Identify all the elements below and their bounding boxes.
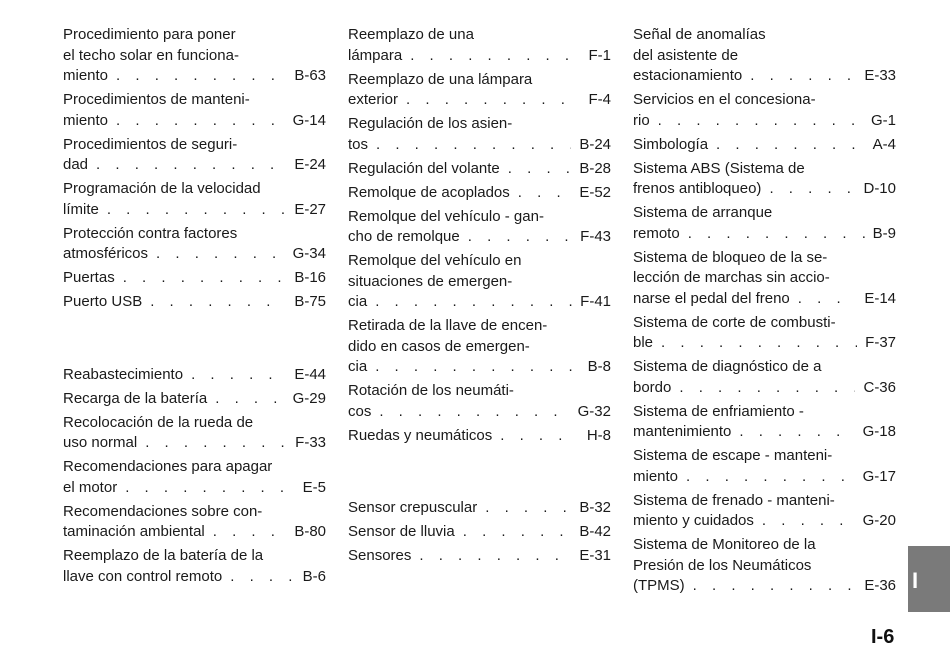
index-entry (63, 502, 326, 543)
dot-leader (116, 111, 285, 132)
dot-leader (150, 292, 286, 313)
entry-text: miento (633, 467, 679, 485)
entry-last-line (633, 378, 896, 399)
dot-leader (375, 292, 572, 313)
entry-line: Sistema ABS (Sistema de (633, 159, 805, 177)
dot-leader (798, 289, 857, 310)
entry-text: lámpara (348, 46, 403, 64)
index-column-3 (633, 25, 896, 600)
entry-line: Señal de anomalías (633, 26, 766, 43)
entry-page-ref: B-16 (294, 269, 326, 286)
entry-text: llave con control remoto (63, 567, 223, 585)
entry-line: Sistema de corte de combusti- (633, 313, 836, 331)
dot-leader (116, 66, 286, 87)
index-column-2 (348, 25, 611, 570)
entry-page-ref: C-36 (863, 378, 896, 396)
entry-last-line (348, 183, 611, 204)
dot-leader (468, 227, 572, 248)
dot-leader (518, 183, 572, 204)
entry-page-ref: E-36 (864, 577, 896, 594)
index-entry (348, 251, 611, 313)
dot-leader (688, 224, 865, 245)
entry-line: Procedimientos de manteni- (63, 91, 250, 108)
index-entry (348, 114, 611, 155)
dot-leader (375, 357, 579, 378)
entry-text: cia (348, 293, 368, 310)
index-entry (348, 426, 611, 447)
entry-text: Ruedas y neumáticos (348, 426, 493, 444)
dot-leader (215, 389, 284, 410)
index-entry (63, 292, 326, 313)
dot-leader (107, 200, 286, 221)
dot-leader (485, 498, 571, 519)
entry-page-ref: A-4 (872, 135, 896, 153)
entry-page-ref: B-42 (579, 523, 611, 540)
entry-line: Protección contra factores (63, 224, 238, 242)
dot-leader (379, 402, 569, 423)
index-entry (633, 135, 896, 156)
index-entry (348, 70, 611, 111)
entry-text: límite (63, 200, 99, 218)
entry-line: Remolque del vehículo - gan- (348, 207, 544, 225)
index-entry (348, 25, 611, 66)
dot-leader (750, 66, 856, 87)
entry-text: ble (633, 334, 654, 351)
index-entry (633, 313, 896, 354)
entry-last-line (63, 292, 326, 313)
entry-last-line (63, 66, 326, 87)
dot-leader (230, 567, 294, 588)
entry-page-ref: G-14 (292, 111, 326, 129)
dot-leader (500, 426, 579, 447)
entry-page-ref: B-80 (294, 523, 326, 540)
entry-last-line (348, 498, 611, 519)
dot-leader (145, 433, 287, 454)
dot-leader (96, 155, 286, 176)
entry-text: miento (63, 111, 109, 129)
entry-page-ref: B-28 (579, 159, 611, 177)
entry-last-line (633, 111, 896, 132)
entry-line: Sistema de diagnóstico de a (633, 358, 822, 375)
entry-page-ref: E-52 (579, 183, 611, 201)
section-tab-letter: I (912, 568, 919, 593)
entry-page-ref: B-8 (587, 358, 611, 375)
entry-page-ref: G-34 (292, 245, 326, 262)
index-entry (63, 224, 326, 265)
entry-text: Reabastecimiento (63, 365, 184, 383)
entry-line: Recomendaciones sobre con- (63, 502, 263, 520)
index-entry (348, 546, 611, 567)
entry-line: Sistema de bloqueo de la se- (633, 248, 828, 266)
dot-leader (376, 135, 571, 156)
entry-page-ref: E-44 (294, 365, 326, 383)
index-entry (63, 179, 326, 220)
index-entry (63, 413, 326, 454)
entry-last-line (63, 244, 326, 265)
entry-page-ref: F-4 (588, 91, 611, 108)
dot-leader (125, 478, 294, 499)
entry-page-ref: E-24 (294, 156, 326, 173)
dot-leader (739, 422, 854, 443)
dot-leader (679, 378, 855, 399)
entry-last-line (348, 402, 611, 423)
entry-text: estacionamiento (633, 67, 743, 84)
dot-leader (658, 111, 863, 132)
entry-last-line (63, 478, 326, 499)
entry-page-ref: F-43 (580, 228, 611, 245)
entry-last-line (63, 522, 326, 543)
entry-page-ref: B-6 (302, 567, 326, 585)
entry-last-line (633, 66, 896, 87)
entry-last-line (63, 268, 326, 289)
entry-text: Sensores (348, 547, 412, 564)
index-entry (633, 25, 896, 87)
entry-text: bordo (633, 378, 672, 396)
dot-leader (156, 244, 285, 265)
entry-page-ref: D-10 (863, 180, 896, 197)
index-entry (633, 159, 896, 200)
entry-page-ref: B-75 (294, 293, 326, 310)
entry-line: Recolocación de la rueda de (63, 413, 254, 431)
index-entry (348, 183, 611, 204)
page-number: I-6 (871, 626, 895, 648)
entry-text: tos (348, 135, 369, 153)
index-entry (348, 498, 611, 519)
entry-page-ref: G-20 (862, 512, 896, 529)
entry-last-line (63, 200, 326, 221)
entry-last-line (63, 155, 326, 176)
index-entry (63, 268, 326, 289)
entry-last-line (633, 467, 896, 488)
entry-page-ref: G-32 (577, 402, 611, 420)
index-entry (348, 207, 611, 248)
dot-leader (419, 546, 571, 567)
entry-text: Sensor de lluvia (348, 523, 455, 540)
entry-line: Regulación de los asien- (348, 115, 513, 132)
entry-last-line (348, 90, 611, 111)
entry-page-ref: G-18 (862, 423, 896, 440)
entry-text: uso normal (63, 434, 138, 451)
entry-last-line (348, 135, 611, 156)
entry-page-ref: B-9 (872, 224, 896, 242)
entry-text: dad (63, 156, 89, 173)
entry-page-ref: G-17 (862, 467, 896, 485)
entry-last-line (633, 333, 896, 354)
entry-last-line (633, 576, 896, 597)
entry-text: Recarga de la batería (63, 389, 208, 407)
entry-line: situaciones de emergen- (348, 272, 513, 290)
entry-last-line (63, 389, 326, 410)
entry-line: Procedimientos de seguri- (63, 135, 238, 153)
entry-text: taminación ambiental (63, 523, 205, 540)
entry-line: Reemplazo de una lámpara (348, 70, 533, 88)
entry-text: mantenimiento (633, 423, 732, 440)
index-entry (633, 203, 896, 244)
entry-page-ref: H-8 (586, 426, 611, 444)
entry-last-line (633, 224, 896, 245)
dot-leader (191, 365, 286, 386)
index-entry (63, 365, 326, 386)
dot-leader (213, 522, 287, 543)
index-entry (633, 446, 896, 487)
entry-last-line (348, 292, 611, 313)
entry-line: del asistente de (633, 46, 739, 64)
dot-leader (762, 511, 855, 532)
entry-line: Sistema de frenado - manteni- (633, 491, 835, 509)
dot-leader (716, 135, 865, 156)
entry-last-line (348, 546, 611, 567)
index-entry (633, 357, 896, 398)
index-entry (348, 522, 611, 543)
entry-page-ref: E-33 (864, 67, 896, 84)
index-entry (63, 546, 326, 587)
entry-line: Remolque del vehículo en (348, 252, 522, 269)
entry-line: Servicios en el concesiona- (633, 91, 816, 108)
entry-page-ref: G-29 (292, 389, 326, 407)
index-entry (63, 25, 326, 87)
entry-text: Simbología (633, 135, 709, 153)
entry-text: Puerto USB (63, 293, 143, 310)
entry-page-ref: E-31 (579, 547, 611, 564)
entry-line: Programación de la velocidad (63, 180, 261, 197)
dot-leader (123, 268, 287, 289)
entry-line: Sistema de escape - manteni- (633, 447, 833, 464)
entry-line: Sistema de enfriamiento - (633, 402, 804, 420)
entry-line: Rotación de los neumáti- (348, 382, 514, 399)
index-column-1 (63, 25, 326, 591)
entry-page-ref: F-33 (295, 434, 326, 451)
entry-text: atmosféricos (63, 245, 149, 262)
entry-last-line (348, 46, 611, 67)
entry-line: Retirada de la llave de encen- (348, 317, 548, 334)
entry-text: cia (348, 358, 368, 375)
dot-leader (693, 576, 857, 597)
entry-last-line (63, 365, 326, 386)
entry-last-line (633, 135, 896, 156)
entry-page-ref: G-1 (870, 111, 896, 129)
entry-text: exterior (348, 91, 399, 108)
dot-leader (508, 159, 572, 180)
entry-text: rio (633, 111, 650, 129)
index-entry (633, 402, 896, 443)
entry-line: Reemplazo de una (348, 26, 474, 43)
entry-page-ref: B-24 (579, 135, 611, 153)
index-entry (633, 491, 896, 532)
entry-page-ref: E-27 (294, 200, 326, 218)
entry-text: miento (63, 67, 109, 84)
entry-last-line (63, 433, 326, 454)
entry-text: miento y cuidados (633, 512, 754, 529)
index-entry (348, 159, 611, 180)
entry-page-ref: E-14 (864, 289, 896, 307)
entry-page-ref: B-63 (294, 67, 326, 84)
dot-leader (406, 90, 580, 111)
entry-page-ref: F-37 (865, 334, 896, 351)
index-entry (63, 90, 326, 131)
entry-text: cos (348, 402, 372, 420)
dot-leader (661, 333, 857, 354)
entry-line: lección de marchas sin accio- (633, 269, 830, 286)
entry-last-line (633, 289, 896, 310)
entry-line: Procedimiento para poner (63, 26, 236, 43)
entry-text: frenos antibloqueo) (633, 180, 762, 197)
entry-last-line (348, 227, 611, 248)
index-entry (63, 389, 326, 410)
entry-text: Puertas (63, 269, 115, 286)
entry-last-line (348, 522, 611, 543)
dot-leader (769, 179, 855, 200)
entry-last-line (633, 511, 896, 532)
entry-last-line (63, 111, 326, 132)
entry-line: Sistema de Monitoreo de la (633, 536, 816, 553)
entry-page-ref: B-32 (579, 499, 611, 516)
entry-text: Remolque de acoplados (348, 183, 510, 201)
index-entry (348, 381, 611, 422)
entry-text: el motor (63, 478, 118, 496)
entry-page-ref: E-5 (302, 478, 326, 496)
index-entry (348, 316, 611, 378)
index-entry (633, 535, 896, 597)
entry-text: remoto (633, 224, 680, 242)
entry-last-line (348, 159, 611, 180)
entry-page-ref: F-1 (588, 46, 611, 64)
entry-line: Sistema de arranque (633, 204, 773, 221)
entry-line: dido en casos de emergen- (348, 337, 530, 355)
entry-last-line (348, 357, 611, 378)
dot-leader (463, 522, 572, 543)
entry-text: cho de remolque (348, 228, 460, 245)
entry-line: el techo solar en funciona- (63, 46, 239, 64)
index-entry (63, 135, 326, 176)
entry-last-line (633, 422, 896, 443)
index-entry (63, 457, 326, 498)
entry-last-line (633, 179, 896, 200)
entry-text: Regulación del volante (348, 159, 500, 177)
index-entry (633, 90, 896, 131)
entry-text: Sensor crepuscular (348, 499, 478, 516)
entry-last-line (63, 567, 326, 588)
entry-line: Presión de los Neumáticos (633, 556, 812, 574)
entry-last-line (348, 426, 611, 447)
entry-line: Recomendaciones para apagar (63, 458, 273, 475)
entry-page-ref: F-41 (580, 293, 611, 310)
entry-text: (TPMS) (633, 577, 685, 594)
entry-line: Reemplazo de la batería de la (63, 547, 264, 564)
index-entry (633, 248, 896, 310)
entry-text: narse el pedal del freno (633, 289, 790, 307)
dot-leader (686, 467, 855, 488)
dot-leader (410, 46, 580, 67)
